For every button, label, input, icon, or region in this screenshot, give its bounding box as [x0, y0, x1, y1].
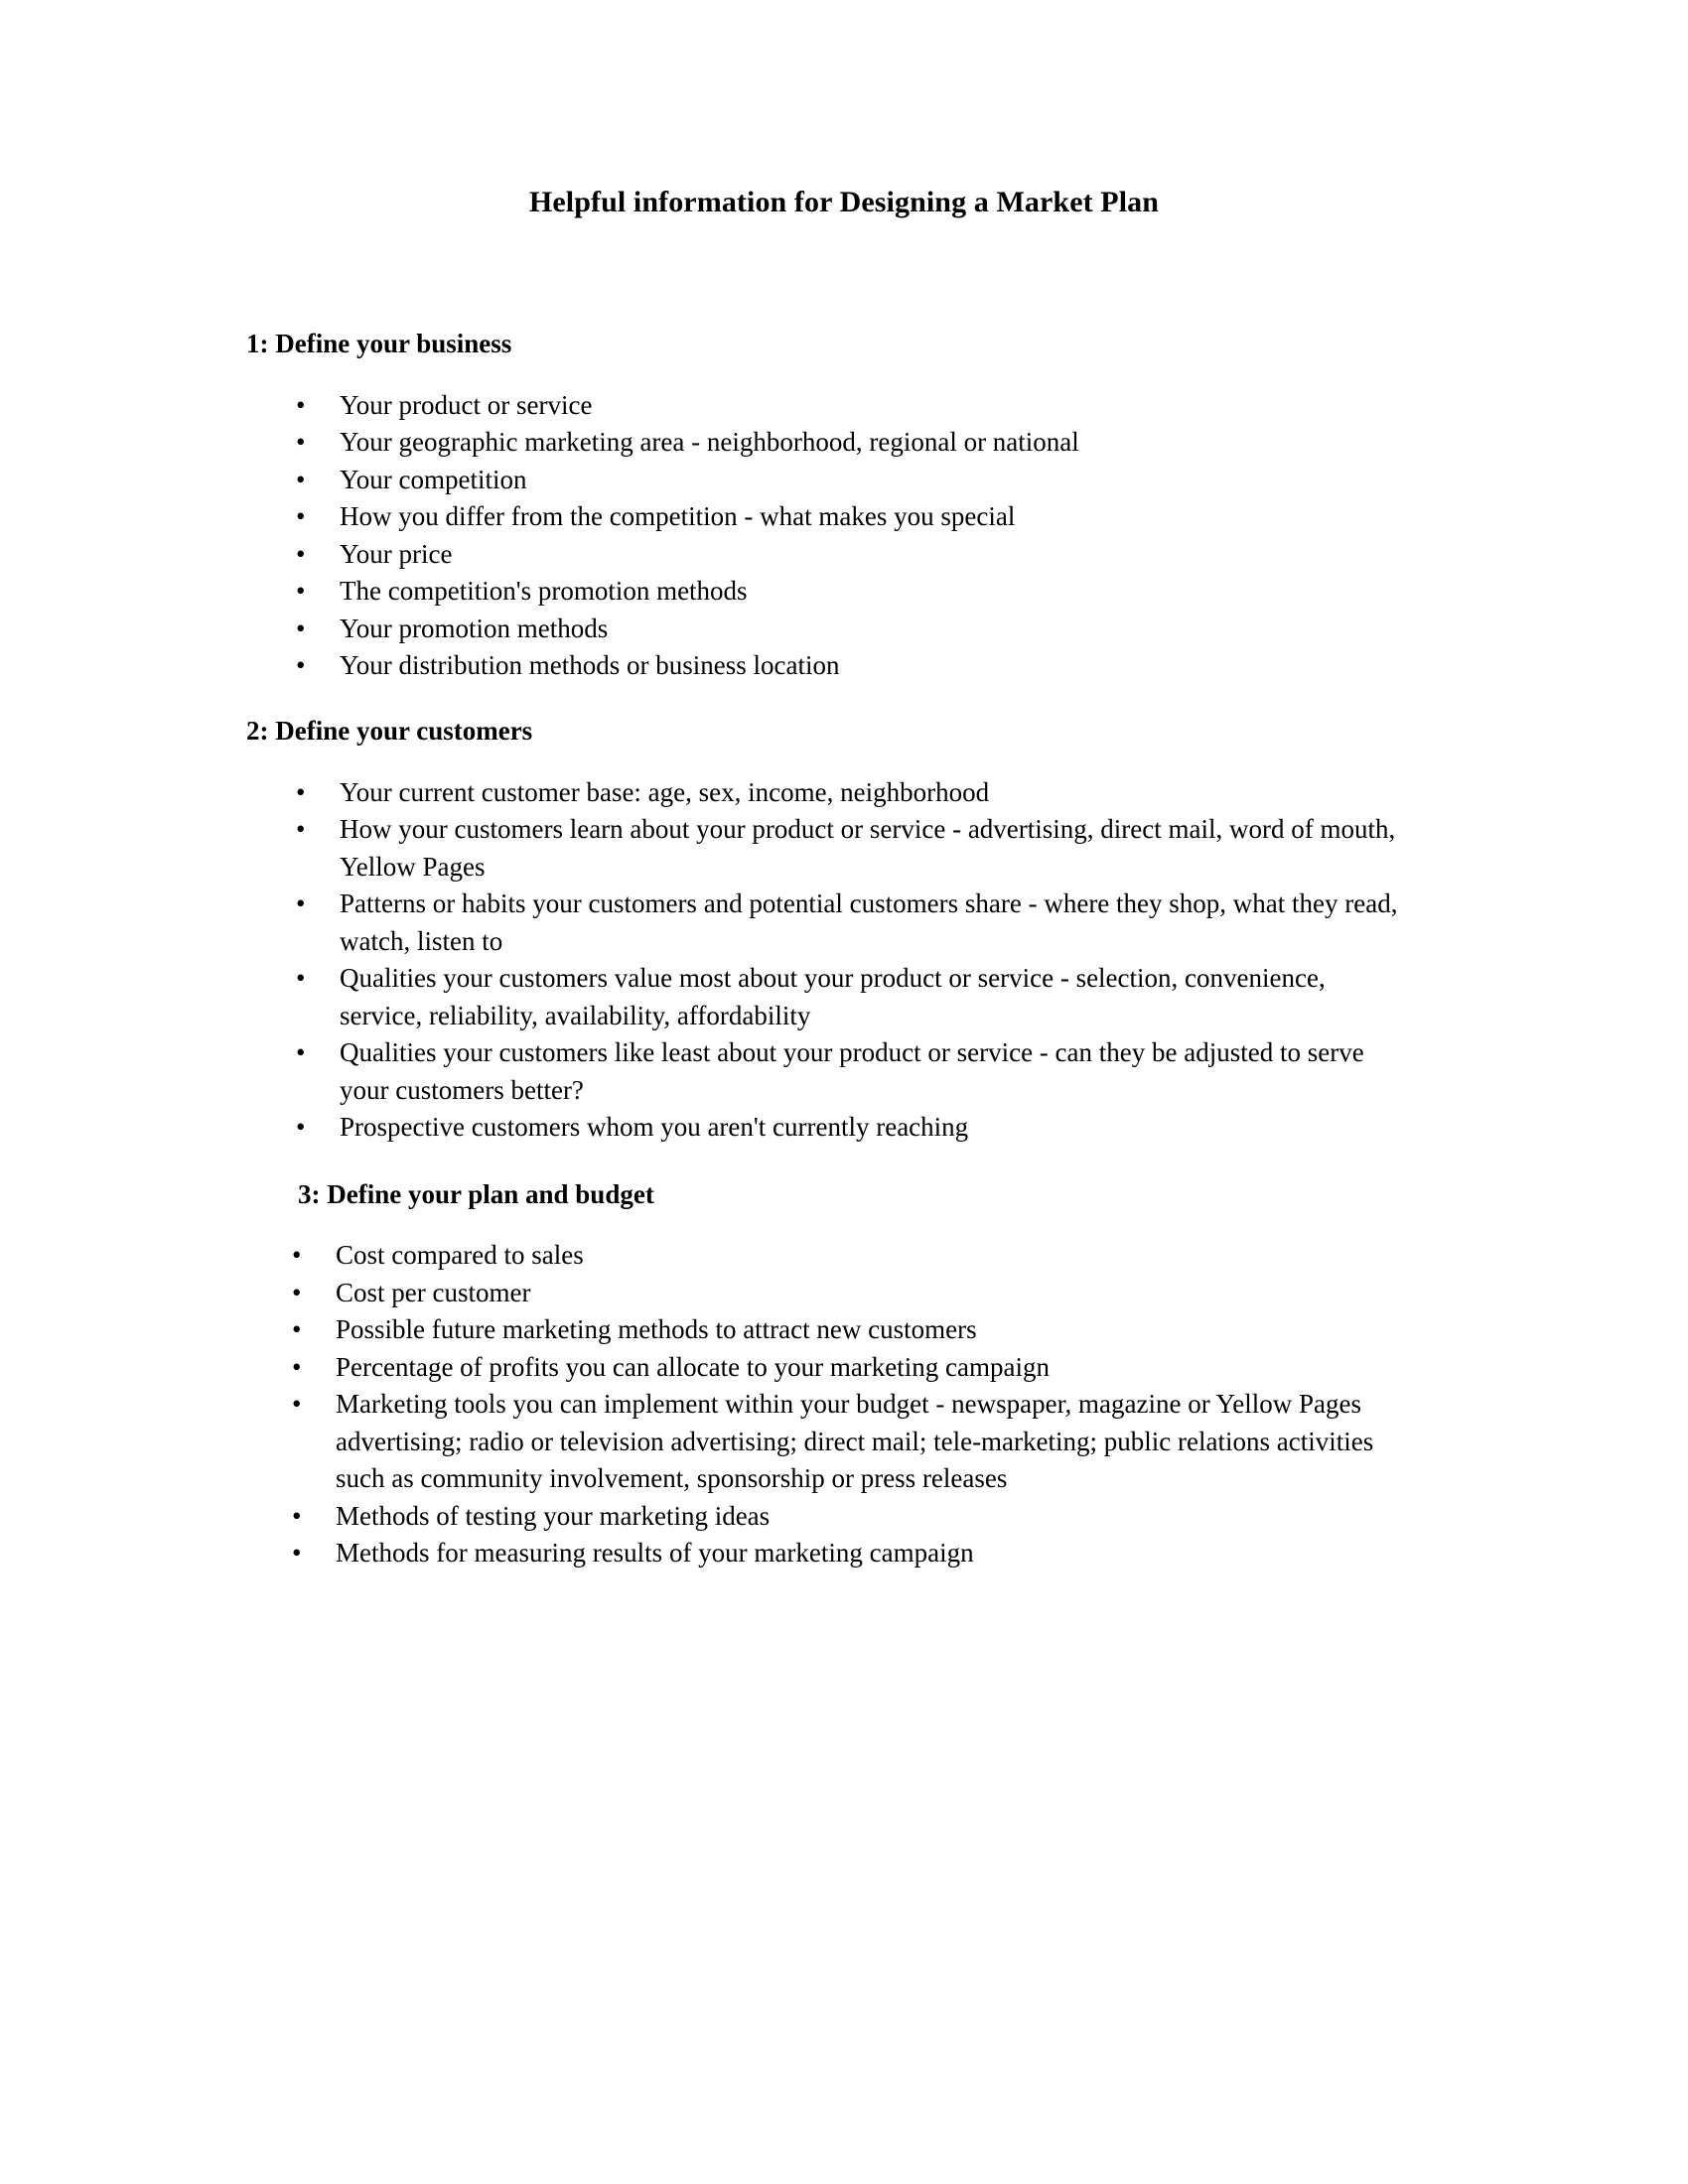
list-item-text: Methods of testing your marketing ideas [336, 1500, 771, 1531]
spacer [0, 749, 1688, 774]
bullet-icon: • [296, 464, 306, 494]
list-item [292, 1275, 1404, 1312]
bullet-icon: • [292, 1314, 302, 1345]
list-item [296, 1109, 1408, 1147]
page-title: Helpful information for Designing a Market Plan [528, 186, 1160, 218]
list-item-text: The competition's promotion methods [340, 576, 748, 607]
bullet-list-section-1 [296, 387, 1408, 685]
list-item [296, 647, 1408, 685]
bullet-icon: • [296, 501, 306, 532]
list-item-text: Methods for measuring results of your marketing campaign [336, 1538, 974, 1569]
list-item-text: Percentage of profits you can allocate to your marketing campaign [336, 1351, 1050, 1382]
bullet-icon: • [292, 1240, 302, 1271]
list-item-text: Your current customer base: age, sex, income, neighborhood [340, 776, 990, 807]
bullet-icon: • [296, 389, 306, 420]
bullet-icon: • [292, 1277, 302, 1307]
list-item-text: How your customers learn about your product or service - advertising, direct mail, word of mouth, Yellow Pages [340, 814, 1396, 882]
section-define-your-customers [0, 715, 1688, 1147]
list-item-text: Your distribution methods or business location [340, 650, 840, 681]
list-item [296, 611, 1408, 648]
bullet-icon: • [296, 963, 306, 993]
list-item [296, 424, 1408, 462]
bullet-icon: • [296, 538, 306, 569]
list-item-text: Marketing tools you can implement within your budget - newspaper, magazine or Yellow Pages advertising; radio or television advertising; direct mail; tele-marketing; public relations activities such as community involvement, sponsorship or press releases [336, 1389, 1374, 1494]
section-define-your-plan-and-budget [0, 1178, 1688, 1572]
section-heading: 3: Define your plan and budget [298, 1178, 654, 1209]
bullet-icon: • [292, 1538, 302, 1569]
spacer [0, 1211, 1688, 1237]
section-define-your-business [0, 328, 1688, 685]
list-item [296, 886, 1408, 960]
list-item [292, 1535, 1404, 1572]
list-item-text: Your geographic marketing area - neighborhood, regional or national [340, 427, 1079, 458]
list-item-text: How you differ from the competition - what makes you special [340, 501, 1016, 532]
list-item [296, 498, 1408, 536]
bullet-icon: • [292, 1351, 302, 1382]
spacer [0, 685, 1688, 715]
list-item-text: Cost per customer [336, 1277, 531, 1307]
list-item [292, 1498, 1404, 1536]
list-item-text: Your promotion methods [340, 613, 609, 643]
bullet-icon: • [296, 776, 306, 807]
list-item [296, 774, 1408, 812]
list-item [292, 1237, 1404, 1275]
spacer [0, 361, 1688, 387]
list-item [296, 811, 1408, 886]
spacer [0, 1147, 1688, 1178]
section-heading: 2: Define your customers [246, 715, 533, 746]
list-item-text: Cost compared to sales [336, 1240, 584, 1271]
list-item [296, 960, 1408, 1034]
list-item-text: Prospective customers whom you aren't currently reaching [340, 1112, 969, 1142]
list-item [296, 536, 1408, 574]
bullet-icon: • [292, 1500, 302, 1531]
bullet-icon: • [296, 1112, 306, 1142]
list-item [292, 1349, 1404, 1387]
list-item-text: Your competition [340, 464, 527, 494]
list-item-text: Possible future marketing methods to attract new customers [336, 1314, 977, 1345]
list-item [296, 387, 1408, 425]
list-item-text: Qualities your customers value most about your product or service - selection, convenience, service, reliability, availability, affordability [340, 963, 1326, 1030]
list-item-text: Patterns or habits your customers and potential customers share - where they shop, what they read, watch, listen to [340, 888, 1398, 956]
list-item-text: Qualities your customers like least about your product or service - can they be adjusted to serve your customers better? [340, 1037, 1364, 1105]
bullet-list-section-2 [296, 774, 1408, 1147]
list-item [292, 1386, 1404, 1498]
bullet-icon: • [296, 888, 306, 918]
bullet-list-section-3 [292, 1237, 1404, 1572]
section-heading: 1: Define your business [246, 329, 512, 358]
bullet-icon: • [296, 613, 306, 643]
list-item [292, 1311, 1404, 1349]
list-item [296, 462, 1408, 499]
bullet-icon: • [292, 1389, 302, 1420]
bullet-icon: • [296, 576, 306, 607]
bullet-icon: • [296, 814, 306, 844]
bullet-icon: • [296, 650, 306, 681]
list-item-text: Your price [340, 538, 453, 569]
list-item [296, 1034, 1408, 1109]
bullet-icon: • [296, 427, 306, 458]
bullet-icon: • [296, 1037, 306, 1067]
list-item-text: Your product or service [340, 389, 593, 420]
list-item [296, 573, 1408, 611]
document-body [0, 328, 1688, 1572]
